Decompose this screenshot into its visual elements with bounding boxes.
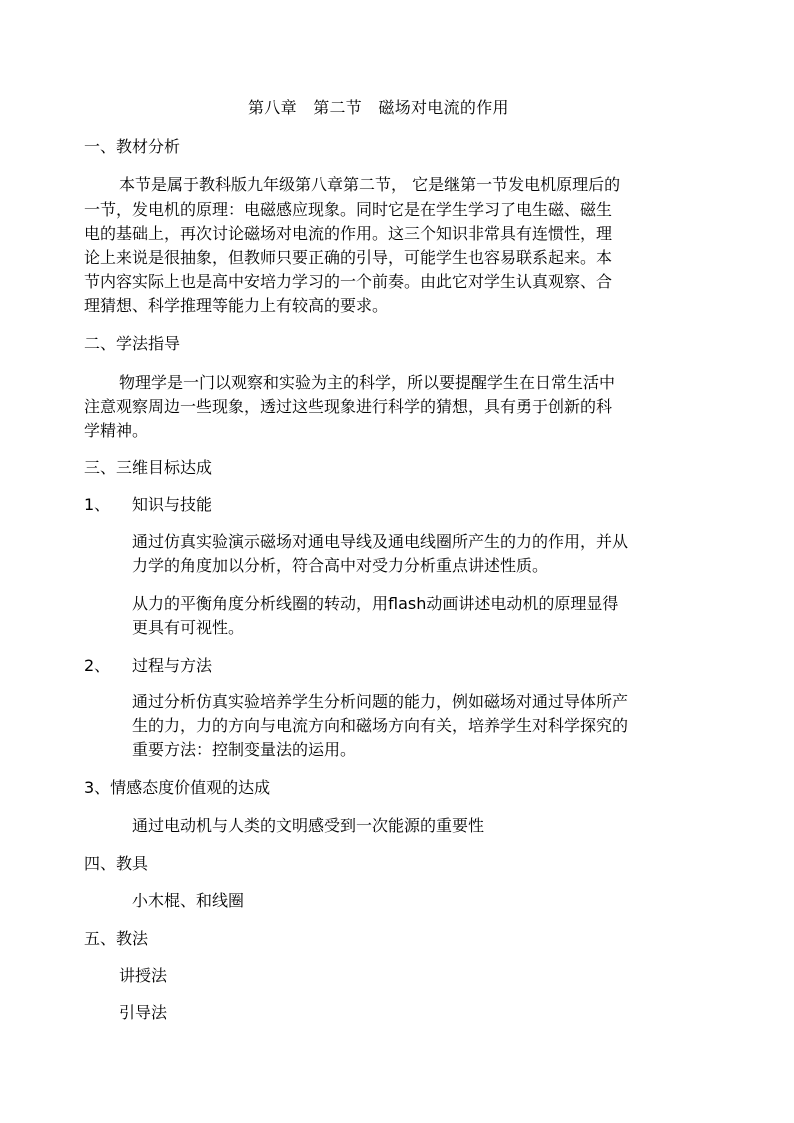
paragraph-line: 小木棍、和线圈 <box>132 891 245 910</box>
paragraph-line: 一节，发电机的原理：电磁感应现象。同时它是在学生学习了电生磁、磁生 <box>84 200 613 219</box>
paragraph-line: 节内容实际上也是高中安培力学习的一个前奏。由此它对学生认真观察、合 <box>84 272 613 291</box>
section-heading-teaching-material-analysis: 一、教材分析 <box>84 137 181 156</box>
goal-item-number: 2、 <box>84 656 111 675</box>
paragraph-line: 重要方法：控制变量法的运用。 <box>132 740 357 759</box>
goal-item-label: 知识与技能 <box>132 495 213 514</box>
paragraph-line: 力学的角度加以分析，符合高中对受力分析重点讲述性质。 <box>132 556 549 575</box>
paragraph-line: 理猜想、科学推理等能力上有较高的要求。 <box>84 296 389 315</box>
paragraph-line: 本节是属于教科版九年级第八章第二节， 它是继第一节发电机原理后的 <box>119 175 621 194</box>
paragraph-line: 生的力，力的方向与电流方向和磁场方向有关，培养学生对科学探究的 <box>132 716 629 735</box>
paragraph-line: 物理学是一门以观察和实验为主的科学，所以要提醒学生在日常生活中 <box>119 373 616 392</box>
goal-item-3-heading: 3、情感态度价值观的达成 <box>84 778 271 797</box>
paragraph-line: 通过电动机与人类的文明感受到一次能源的重要性 <box>132 816 485 835</box>
goal-item-number: 1、 <box>84 495 111 514</box>
goal-item-label: 过程与方法 <box>132 656 213 675</box>
teaching-method-item: 引导法 <box>119 1003 168 1022</box>
paragraph-line: 论上来说是很抽象，但教师只要正确的引导，可能学生也容易联系起来。本 <box>84 248 613 267</box>
paragraph-line: 学精神。 <box>84 421 149 440</box>
teaching-method-item: 讲授法 <box>119 966 168 985</box>
section-heading-teaching-methods: 五、教法 <box>84 929 149 948</box>
paragraph-line: 更具有可视性。 <box>132 618 245 637</box>
paragraph-line: 通过仿真实验演示磁场对通电导线及通电线圈所产生的力的作用，并从 <box>132 532 629 551</box>
section-heading-three-dimensional-goals: 三、三维目标达成 <box>84 458 213 477</box>
paragraph-line: 从力的平衡角度分析线圈的转动，用flash动画讲述电动机的原理显得 <box>132 594 619 613</box>
paragraph-line: 通过分析仿真实验培养学生分析问题的能力，例如磁场对通过导体所产 <box>132 692 629 711</box>
section-heading-learning-guidance: 二、学法指导 <box>84 334 181 353</box>
goal-item-2 <box>84 656 213 675</box>
paragraph-line: 电的基础上，再次讨论磁场对电流的作用。这三个知识非常具有连惯性，理 <box>84 224 613 243</box>
document-title: 第八章 第二节 磁场对电流的作用 <box>248 98 509 117</box>
paragraph-line: 注意观察周边一些现象，透过这些现象进行科学的猜想，具有勇于创新的科 <box>84 397 613 416</box>
section-heading-teaching-aids: 四、教具 <box>84 854 149 873</box>
goal-item-1 <box>84 495 213 514</box>
